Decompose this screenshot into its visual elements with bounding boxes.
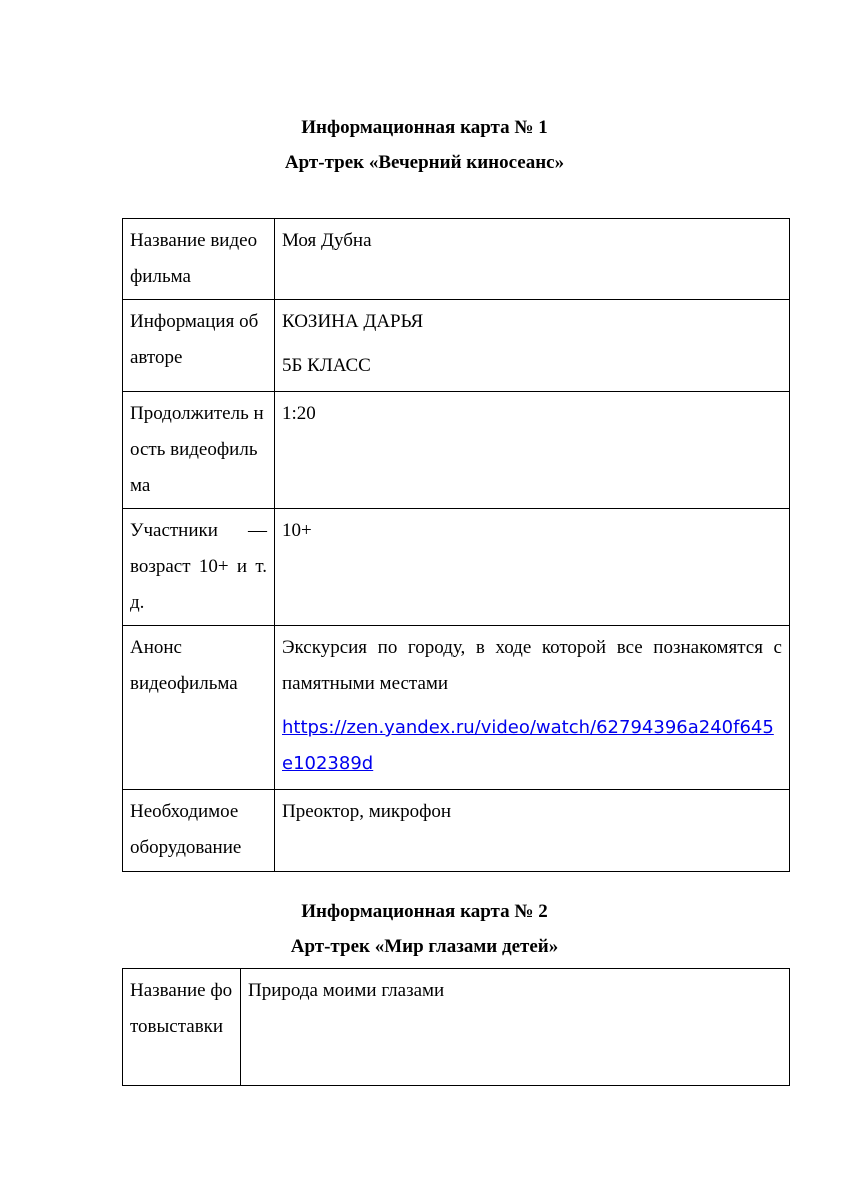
card2-title: Информационная карта № 2	[301, 901, 548, 922]
announce-label: Анонс видеофильма	[123, 626, 275, 790]
video-link[interactable]: https://zen.yandex.ru/video/watch/62794396a240f645e102389d	[282, 717, 774, 774]
card1-title: Информационная карта № 1	[301, 117, 548, 138]
equipment-value: Преоктор, микрофон	[275, 790, 790, 872]
author-label: Информация об авторе	[123, 300, 275, 392]
exhibit-name-label: Название фотовыставки	[123, 969, 241, 1086]
exhibit-name-value: Природа моими глазами	[241, 969, 790, 1086]
table-row	[123, 790, 790, 872]
table-row	[123, 509, 790, 626]
table-row	[123, 392, 790, 509]
duration-label-text: Продолжитель ность видеофильма	[130, 403, 264, 496]
duration-value: 1:20	[275, 392, 790, 509]
equipment-label: Необходимое оборудование	[123, 790, 275, 872]
duration-label	[123, 392, 275, 509]
film-name-value: Моя Дубна	[275, 219, 790, 300]
author-value	[275, 300, 790, 392]
table-row	[123, 626, 790, 790]
announce-text: Экскурсия по городу, в ходе которой все познакомятся с памятными местами	[282, 637, 782, 694]
table-row	[123, 969, 790, 1086]
participants-value: 10+	[275, 509, 790, 626]
info-card-2-table	[122, 968, 790, 1086]
info-card-1-table	[122, 218, 790, 872]
card2-subtitle: Арт-трек «Мир глазами детей»	[290, 936, 559, 957]
participants-label: Участники — возраст 10+ и т. д.	[123, 509, 275, 626]
film-name-label: Название видеофильма	[123, 219, 275, 300]
author-class: 5Б КЛАСС	[282, 355, 371, 376]
card1-subtitle: Арт-трек «Вечерний киносеанс»	[284, 152, 565, 173]
announce-cell	[275, 626, 790, 790]
table-row	[123, 219, 790, 300]
author-name: КОЗИНА ДАРЬЯ	[282, 311, 424, 332]
table-row	[123, 300, 790, 392]
